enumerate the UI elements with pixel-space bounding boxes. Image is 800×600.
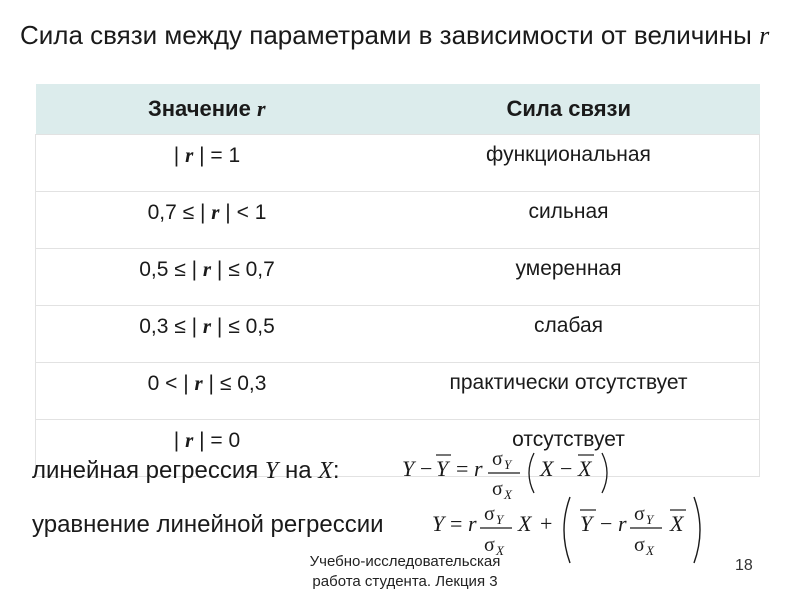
f1-sigma-den: σ [492, 478, 503, 500]
f2-sigma-den: σ [484, 534, 495, 556]
row-value-cell: 0,3 ≤ | r | ≤ 0,5 [36, 306, 379, 363]
f1-sub-x: X [504, 487, 512, 502]
f1-x: X [540, 456, 554, 481]
f1-sub-y: Y [504, 457, 512, 472]
row-strength-cell: функциональная [378, 135, 760, 192]
reg1-on: на [284, 457, 312, 484]
f2-sigma-num: σ [484, 503, 495, 525]
row-suffix: = 1 [204, 144, 241, 167]
f2-sub-y2: Y [646, 512, 654, 527]
f2-sub-y: Y [496, 512, 504, 527]
row-var: r [185, 428, 194, 452]
header-value-text: Значение [147, 96, 251, 121]
row-prefix: 0,5 ≤ [139, 258, 192, 281]
row-value-cell: 0 < | r | ≤ 0,3 [36, 363, 379, 420]
row-strength-cell: слабая [378, 306, 760, 363]
f2-x: X [518, 511, 532, 536]
row-value-cell: 0,5 ≤ | r | ≤ 0,7 [36, 249, 379, 306]
f2-r2: r [618, 511, 627, 536]
f1-minus: − [420, 456, 433, 481]
footer-line-1: Учебно-исследовательская [309, 553, 501, 570]
row-prefix: 0,3 ≤ [139, 315, 192, 338]
title-text: Сила связи между параметрами в зависимости от величины [20, 20, 752, 50]
table-row [36, 306, 760, 363]
row-suffix: = 0 [204, 429, 241, 452]
f2-xbar: X [670, 511, 684, 536]
f1-ybar: Y [436, 456, 449, 481]
row-strength-cell: отсутствует [378, 420, 760, 477]
reg1-text: линейная регрессия [32, 457, 259, 484]
f2-sigma-den2: σ [634, 534, 645, 556]
f2-sigma-num2: σ [634, 503, 645, 525]
table-row [36, 249, 760, 306]
f2-ybar: Y [580, 511, 593, 536]
row-suffix: ≤ 0,7 [222, 258, 275, 281]
f2-equals: = [450, 511, 463, 536]
row-var: r [202, 314, 212, 338]
row-value-cell: | r | = 1 [36, 135, 379, 192]
f1-sigma-num: σ [492, 448, 503, 470]
reg1-x: X [318, 458, 333, 484]
f2-sub-x2: X [646, 543, 654, 558]
strength-table [35, 84, 760, 477]
f1-xbar: X [578, 456, 592, 481]
table-body [36, 135, 760, 477]
row-prefix: 0 < [147, 372, 184, 395]
row-var: r [202, 257, 212, 281]
reg1-y: Y [264, 458, 279, 484]
table-row [36, 363, 760, 420]
f2-minus: − [600, 511, 613, 536]
f2-paren-right [694, 497, 700, 563]
row-prefix: 0,7 ≤ [147, 201, 200, 224]
title-variable: r [759, 21, 770, 50]
f2-y: Y [432, 511, 445, 536]
footer-caption [305, 552, 505, 592]
row-value-cell: 0,7 ≤ | r | < 1 [36, 192, 379, 249]
f1-y: Y [402, 456, 415, 481]
row-strength-cell: практически отсутствует [378, 363, 760, 420]
regression-equation-label: уравнение линейной регрессии [32, 511, 384, 538]
row-var: r [211, 200, 220, 224]
row-var: r [194, 371, 203, 395]
row-suffix: ≤ 0,3 [214, 372, 267, 395]
slide-title [20, 20, 769, 51]
row-strength-cell: сильная [378, 192, 760, 249]
header-strength: Сила связи [378, 84, 760, 135]
footer-line-2: работа студента. Лекция 3 [312, 573, 498, 590]
page-number: 18 [735, 557, 753, 574]
row-suffix: < 1 [230, 201, 267, 224]
f2-paren-left [564, 497, 570, 563]
linear-regression-label [32, 457, 340, 485]
row-suffix: ≤ 0,5 [222, 315, 275, 338]
f2-sub-x: X [496, 543, 504, 558]
reg1-colon: : [332, 457, 340, 484]
table-row [36, 135, 760, 192]
f1-paren-left [529, 453, 534, 493]
table-row [36, 192, 760, 249]
row-var: r [185, 143, 194, 167]
row-strength-cell: умеренная [378, 249, 760, 306]
row-value-cell: | r | = 0 [36, 420, 379, 477]
f1-r: r [474, 456, 483, 481]
f2-plus: + [540, 511, 553, 536]
f1-minus2: − [560, 456, 573, 481]
f2-r: r [468, 511, 477, 536]
header-value [36, 84, 379, 135]
f1-paren-right [602, 453, 607, 493]
table-header-row [36, 84, 760, 135]
header-value-var: r [256, 96, 266, 121]
f1-equals: = [456, 456, 469, 481]
